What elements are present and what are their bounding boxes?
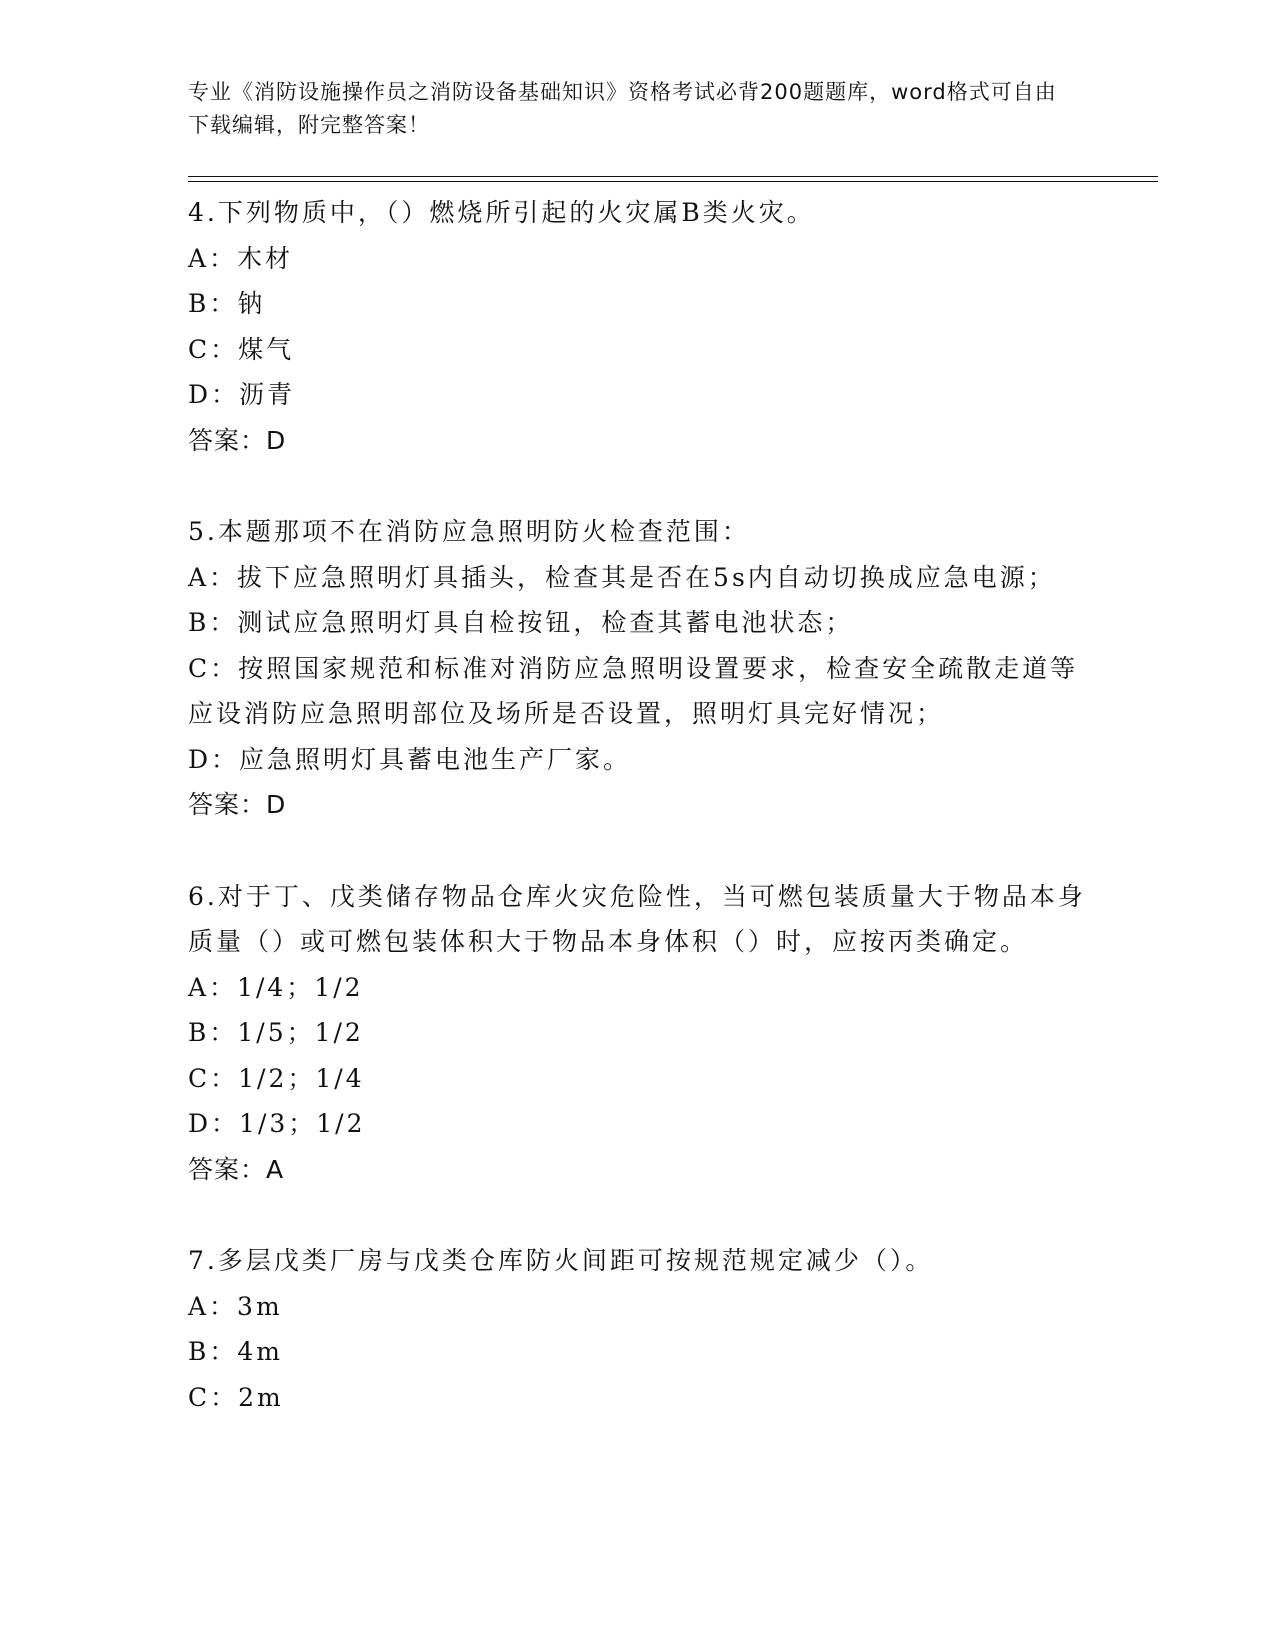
question-stem: 6.对于丁、戊类储存物品仓库火灾危险性，当可燃包装质量大于物品本身质量（）或可燃包装体积大于物品本身体积（）时，应按丙类确定。 <box>188 881 1086 956</box>
option-d: D：应急照明灯具蓄电池生产厂家。 <box>188 744 632 774</box>
option-b: B：1/5；1/2 <box>188 1018 364 1047</box>
answer-line: 答案：A <box>188 1154 285 1184</box>
option-b: B：测试应急照明灯具自检按钮，检查其蓄电池状态； <box>188 608 854 637</box>
option-d: D：1/3；1/2 <box>188 1109 366 1138</box>
question-4 <box>188 190 1088 463</box>
answer-line: 答案：D <box>188 425 287 455</box>
question-stem: 7.多层戊类厂房与戊类仓库防火间距可按规范规定减少（）。 <box>188 1246 934 1275</box>
option-c: C：煤气 <box>188 334 295 364</box>
option-b: B：钠 <box>188 289 266 318</box>
question-list <box>188 190 1088 1466</box>
option-c: C：2m <box>188 1382 284 1412</box>
option-c: C：按照国家规范和标准对消防应急照明设置要求，检查安全疏散走道等应设消防应急照明部位及场所是否设置，照明灯具完好情况； <box>188 653 1079 728</box>
question-5 <box>188 509 1088 828</box>
question-6 <box>188 874 1088 1193</box>
document-header: 专业《消防设施操作员之消防设备基础知识》资格考试必背200题题库，word格式可自由下载编辑，附完整答案！ <box>188 80 1057 137</box>
option-b: B：4m <box>188 1337 283 1366</box>
answer-line: 答案：D <box>188 790 287 819</box>
header-divider-top <box>188 176 1158 177</box>
option-d: D：沥青 <box>188 380 296 409</box>
question-stem: 4.下列物质中，（）燃烧所引起的火灾属B类火灾。 <box>188 198 815 227</box>
option-a: A：木材 <box>188 243 294 273</box>
header-divider-bottom <box>188 181 1158 182</box>
option-c: C：1/2；1/4 <box>188 1063 365 1093</box>
question-stem: 5.本题那项不在消防应急照明防火检查范围： <box>188 517 750 546</box>
option-a: A：3m <box>188 1291 283 1321</box>
option-a: A：1/4；1/2 <box>188 972 364 1002</box>
question-7 <box>188 1238 1088 1420</box>
option-a: A：拔下应急照明灯具插头，检查其是否在5s内自动切换成应急电源； <box>188 562 1056 592</box>
